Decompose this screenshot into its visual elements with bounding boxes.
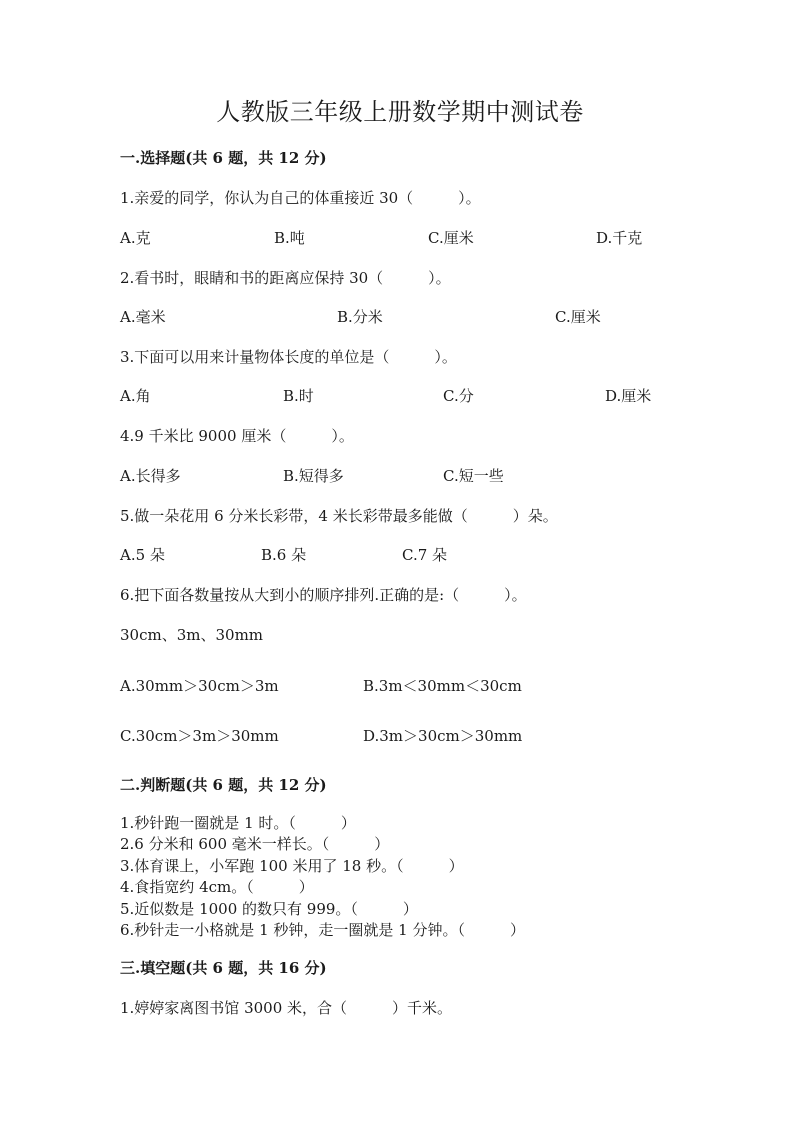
option-b: B.分米: [337, 308, 383, 326]
option-a: A.30mm＞30cm＞3m: [120, 677, 279, 695]
option-d: D.厘米: [605, 387, 652, 405]
option-d: D.3m＞30cm＞30mm: [363, 727, 523, 745]
option-c: C.短一些: [443, 467, 504, 485]
option-c: C.厘米: [428, 229, 474, 247]
section-heading-choice: 一.选择题(共 6 题，共 12 分): [120, 149, 327, 167]
option-a: A.角: [120, 387, 151, 405]
page-title: 人教版三年级上册数学期中测试卷: [216, 98, 584, 126]
question-stem: 2.看书时，眼睛和书的距离应保持 30（ ）。: [120, 269, 451, 287]
question-stem: 1.婷婷家离图书馆 3000 米，合（ ）千米。: [120, 999, 453, 1017]
option-b: B.6 朵: [261, 546, 307, 564]
option-a: A.5 朵: [120, 546, 165, 564]
list-item: 5.近似数是 1000 的数只有 999。（ ）: [120, 899, 418, 918]
question-stem: 6.把下面各数量按从大到小的顺序排列.正确的是:（ ）。: [120, 586, 527, 604]
option-a: A.长得多: [120, 467, 181, 485]
judgment-list: [120, 813, 525, 941]
option-b: B.吨: [274, 229, 305, 247]
list-item: 3.体育课上，小军跑 100 米用了 18 秒。（ ）: [120, 856, 464, 875]
question-stem: 5.做一朵花用 6 分米长彩带，4 米长彩带最多能做（ ）朵。: [120, 507, 558, 525]
option-c: C.30cm＞3m＞30mm: [120, 727, 279, 745]
list-item: 6.秒针走一小格就是 1 秒钟，走一圈就是 1 分钟。（ ）: [120, 921, 525, 940]
option-b: B.短得多: [283, 467, 344, 485]
option-d: D.千克: [596, 229, 643, 247]
option-b: B.时: [283, 387, 314, 405]
question-stem: 3.下面可以用来计量物体长度的单位是（ ）。: [120, 348, 457, 366]
option-b: B.3m＜30mm＜30cm: [363, 677, 522, 695]
question-stem: 4.9 千米比 9000 厘米（ ）。: [120, 427, 354, 445]
option-c: C.分: [443, 387, 474, 405]
section-heading-judgment: 二.判断题(共 6 题，共 12 分): [120, 776, 327, 794]
question-extra: 30cm、3m、30mm: [120, 626, 264, 644]
question-stem: 1.亲爱的同学，你认为自己的体重接近 30（ ）。: [120, 189, 481, 207]
list-item: 2.6 分米和 600 毫米一样长。（ ）: [120, 835, 390, 854]
option-a: A.克: [120, 229, 151, 247]
option-c: C.7 朵: [402, 546, 448, 564]
section-heading-fill: 三.填空题(共 6 题，共 16 分): [120, 959, 327, 977]
option-c: C.厘米: [555, 308, 601, 326]
option-a: A.毫米: [120, 308, 166, 326]
list-item: 4.食指宽约 4cm。（ ）: [120, 878, 314, 897]
list-item: 1.秒针跑一圈就是 1 时。（ ）: [120, 814, 356, 832]
